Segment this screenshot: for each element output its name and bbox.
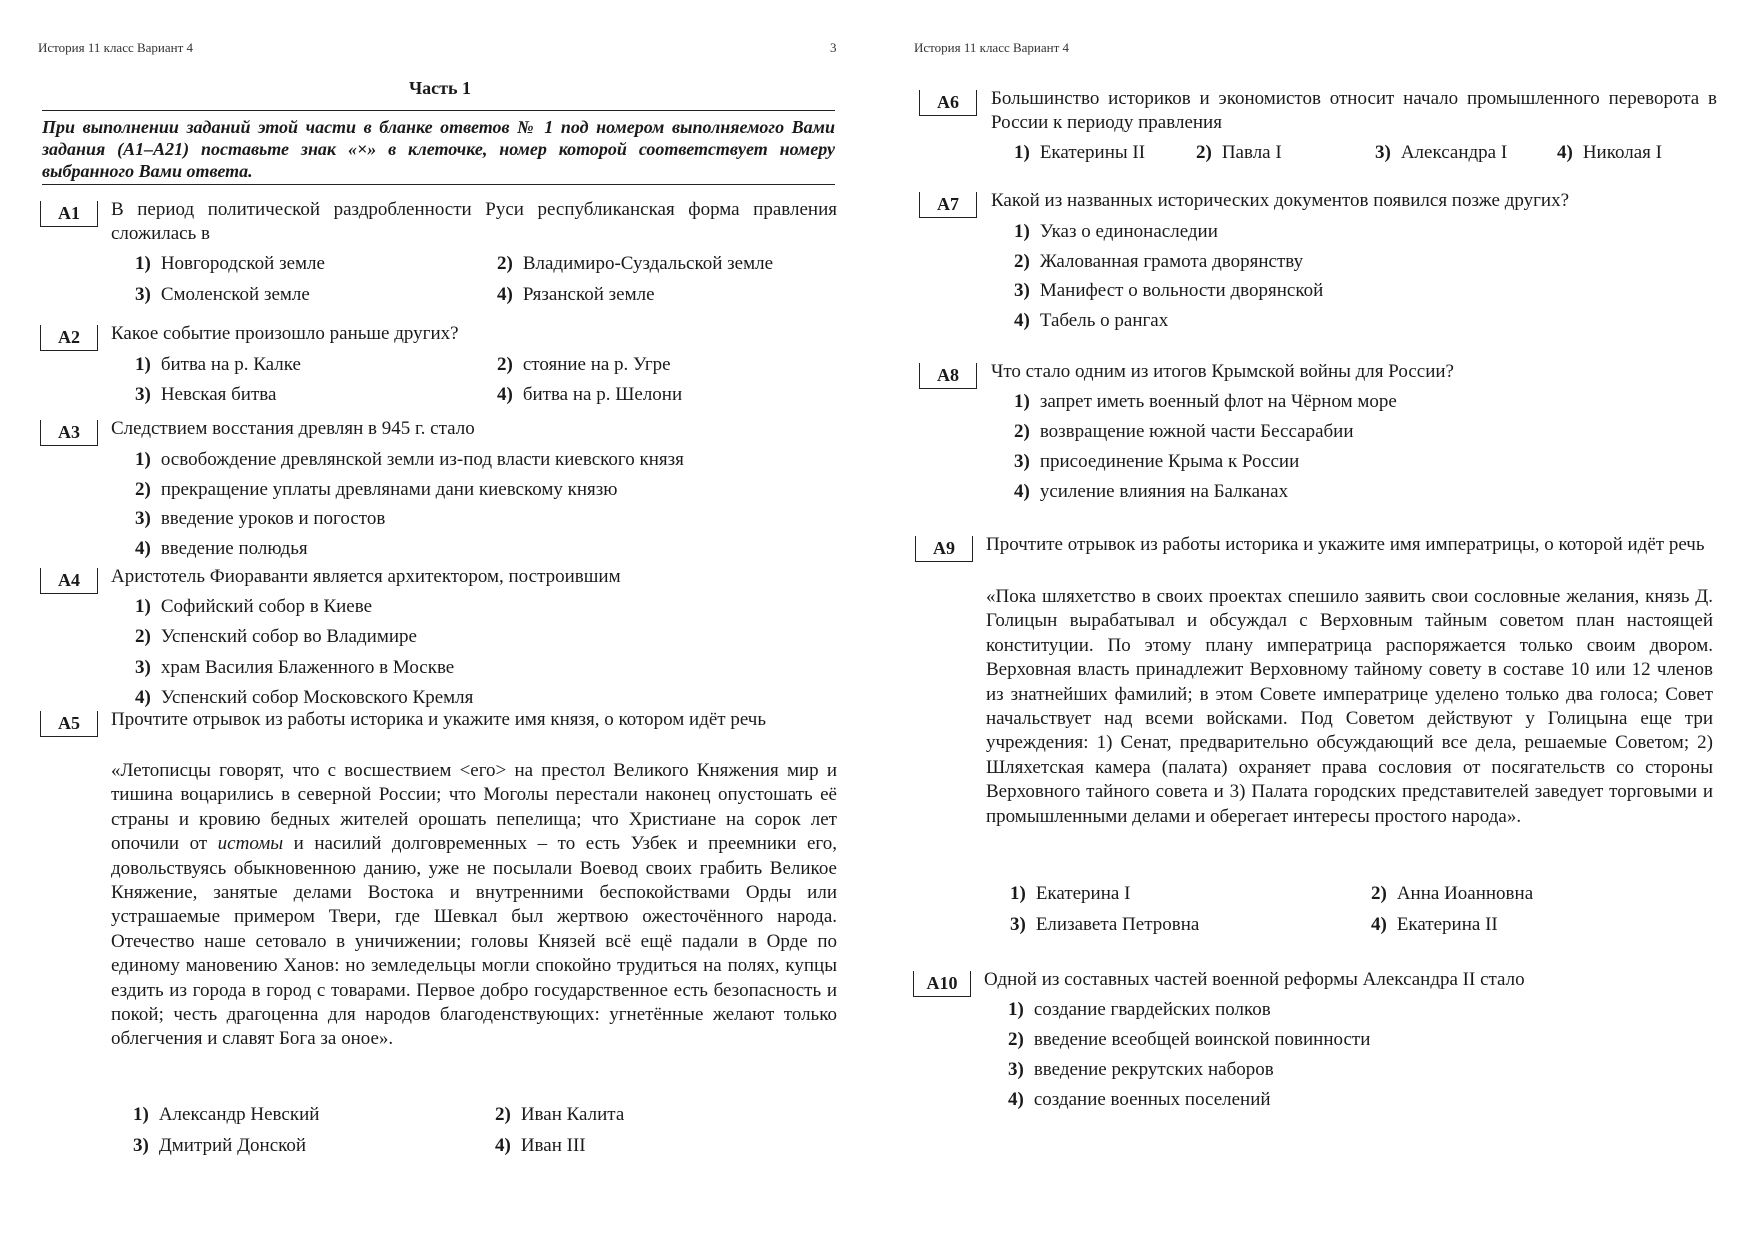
header-left: История 11 класс Вариант 4 bbox=[38, 40, 194, 55]
option-a5-4[interactable]: 4) Иван III bbox=[495, 1135, 586, 1156]
option-a6-2[interactable]: 2) Павла I bbox=[1196, 142, 1282, 163]
option-a7-4[interactable]: 4) Табель о рангах bbox=[1014, 310, 1169, 331]
option-a6-1[interactable]: 1) Екатерины II bbox=[1014, 142, 1146, 163]
question-label-a7: A7 bbox=[919, 192, 977, 218]
option-a10-3[interactable]: 3) введение рекрутских наборов bbox=[1008, 1059, 1274, 1080]
option-a8-4[interactable]: 4) усиление влияния на Балканах bbox=[1014, 481, 1289, 502]
option-a2-4[interactable]: 4) битва на р. Шелони bbox=[497, 384, 683, 405]
excerpt-a5: «Летописцы говорят, что с восшествием <его> на престол Великого Княжения мир и тишина воцарились в северной России; что Моголы перестали наконец опустошать её страны и кровию бедных жителей орошать пепелища; что Христиане на сорок лет опочили от истомы и насилий долговременных – то есть Узбек и преемники его, довольствуясь обыкновенною данию, уже не посылали Воевод своих грабить Великое Княжение, занятые делами Востока и внутренними беспокойствами Орды или устрашаемые примером Твери, где Шевкал был жертвою ожесточённого народа. Отечество наше сетовало в уничижении; головы Князей всё ещё падали в Орде по единому мановению Ханов: но земледельцы могли спокойно трудиться на полях, купцы ездить из города в город с товарами. Первое добро государственное есть безопасность и покой; честь драгоценна для народов благоденствующих: угнетённые желают только облегчения и славят Бога за оное». bbox=[111, 760, 837, 1050]
header-right: История 11 класс Вариант 4 bbox=[914, 40, 1070, 55]
question-text-a4: Аристотель Фиораванти является архитектором, построившим bbox=[111, 566, 621, 587]
question-text-a3: Следствием восстания древлян в 945 г. стало bbox=[111, 418, 475, 439]
option-a4-2[interactable]: 2) Успенский собор во Владимире bbox=[135, 626, 417, 647]
excerpt-a9: «Пока шляхетство в своих проектах спешило заявить свои сословные желания, князь Д. Голицын вырабатывал и обсуждал с Верховным тайным советом план настоящей конституции. По этому плану императрица распоряжается только своим двором. Верховная власть принадлежит Верховному тайному совету в составе 10 или 12 членов из знатнейших фамилий; в этом Совете императрице уделено только два голоса; Совет начальствует над всеми войсками. Под Советом действуют у Голицына еще три учреждения: 1) Сенат, предварительно обсуждающий все дела, решаемые Советом; 2) Шляхетская камера (палата) охраняет права сословия от посягательств со стороны Верховного тайного совета и 3) Палата городских представителей заведует торговыми и промышленными делами и оберегает интересы простого народа». bbox=[986, 586, 1713, 827]
option-a6-3[interactable]: 3) Александра I bbox=[1375, 142, 1508, 163]
option-a9-4[interactable]: 4) Екатерина II bbox=[1371, 914, 1498, 935]
option-a8-1[interactable]: 1) запрет иметь военный флот на Чёрном море bbox=[1014, 391, 1397, 412]
option-a3-1[interactable]: 1) освобождение древлянской земли из-под власти киевского князя bbox=[135, 449, 684, 470]
page-number: 3 bbox=[830, 40, 837, 55]
option-a7-2[interactable]: 2) Жалованная грамота дворянству bbox=[1014, 251, 1304, 272]
option-a7-1[interactable]: 1) Указ о единонаследии bbox=[1014, 221, 1218, 242]
question-text-a8: Что стало одним из итогов Крымской войны для России? bbox=[991, 361, 1454, 382]
instructions: При выполнении заданий этой части в бланке ответов № 1 под номером выполняемого Вами задания (А1–А21) поставьте знак «×» в клеточке, номер которой соответствует номеру выбранного Вами ответа. bbox=[42, 117, 835, 181]
option-a1-1[interactable]: 1) Новгородской земле bbox=[135, 253, 325, 274]
option-a10-4[interactable]: 4) создание военных поселений bbox=[1008, 1089, 1271, 1110]
option-a6-4[interactable]: 4) Николая I bbox=[1557, 142, 1662, 163]
question-text-a1: В период политической раздробленности Руси республиканская форма правления сложилась в bbox=[111, 199, 837, 244]
option-a4-1[interactable]: 1) Софийский собор в Киеве bbox=[135, 596, 373, 617]
question-text-a9: Прочтите отрывок из работы историка и укажите имя императрицы, о которой идёт речь bbox=[986, 534, 1705, 555]
question-label-a3: A3 bbox=[40, 420, 98, 446]
option-a5-2[interactable]: 2) Иван Калита bbox=[495, 1104, 625, 1125]
option-a10-2[interactable]: 2) введение всеобщей воинской повинности bbox=[1008, 1029, 1371, 1050]
option-a1-3[interactable]: 3) Смоленской земле bbox=[135, 284, 310, 305]
question-text-a10: Одной из составных частей военной реформы Александра II стало bbox=[984, 969, 1525, 990]
option-a4-3[interactable]: 3) храм Василия Блаженного в Москве bbox=[135, 657, 455, 678]
option-a3-2[interactable]: 2) прекращение уплаты древлянами дани киевскому князю bbox=[135, 479, 618, 500]
option-a5-3[interactable]: 3) Дмитрий Донской bbox=[133, 1135, 307, 1156]
question-label-a8: A8 bbox=[919, 363, 977, 389]
instruction-top-rule bbox=[42, 110, 835, 111]
question-text-a5: Прочтите отрывок из работы историка и укажите имя князя, о котором идёт речь bbox=[111, 709, 767, 730]
question-text-a2: Какое событие произошло раньше других? bbox=[111, 323, 459, 344]
option-a1-4[interactable]: 4) Рязанской земле bbox=[497, 284, 655, 305]
option-a2-1[interactable]: 1) битва на р. Калке bbox=[135, 354, 301, 375]
option-a2-2[interactable]: 2) стояние на р. Угре bbox=[497, 354, 671, 375]
question-text-a6: Большинство историков и экономистов относит начало промышленного переворота в России к периоду правления bbox=[991, 88, 1717, 133]
option-a1-2[interactable]: 2) Владимиро-Суздальской земле bbox=[497, 253, 774, 274]
option-a4-4[interactable]: 4) Успенский собор Московского Кремля bbox=[135, 687, 474, 708]
option-a9-3[interactable]: 3) Елизавета Петровна bbox=[1010, 914, 1200, 935]
option-a2-3[interactable]: 3) Невская битва bbox=[135, 384, 277, 405]
option-a9-2[interactable]: 2) Анна Иоанновна bbox=[1371, 883, 1534, 904]
option-a8-3[interactable]: 3) присоединение Крыма к России bbox=[1014, 451, 1300, 472]
question-label-a6: A6 bbox=[919, 90, 977, 116]
question-label-a1: A1 bbox=[40, 201, 98, 227]
part-title: Часть 1 bbox=[408, 78, 472, 98]
question-label-a10: A10 bbox=[913, 971, 971, 997]
option-a10-1[interactable]: 1) создание гвардейских полков bbox=[1008, 999, 1271, 1020]
option-a7-3[interactable]: 3) Манифест о вольности дворянской bbox=[1014, 280, 1324, 301]
question-label-a2: A2 bbox=[40, 325, 98, 351]
option-a5-1[interactable]: 1) Александр Невский bbox=[133, 1104, 320, 1125]
question-label-a9: A9 bbox=[915, 536, 973, 562]
question-text-a7: Какой из названных исторических документов появился позже других? bbox=[991, 190, 1570, 211]
option-a8-2[interactable]: 2) возвращение южной части Бессарабии bbox=[1014, 421, 1354, 442]
option-a3-4[interactable]: 4) введение полюдья bbox=[135, 538, 308, 559]
option-a3-3[interactable]: 3) введение уроков и погостов bbox=[135, 508, 386, 529]
question-label-a5: A5 bbox=[40, 711, 98, 737]
option-a9-1[interactable]: 1) Екатерина I bbox=[1010, 883, 1131, 904]
question-label-a4: A4 bbox=[40, 568, 98, 594]
instruction-bottom-rule bbox=[42, 184, 835, 185]
